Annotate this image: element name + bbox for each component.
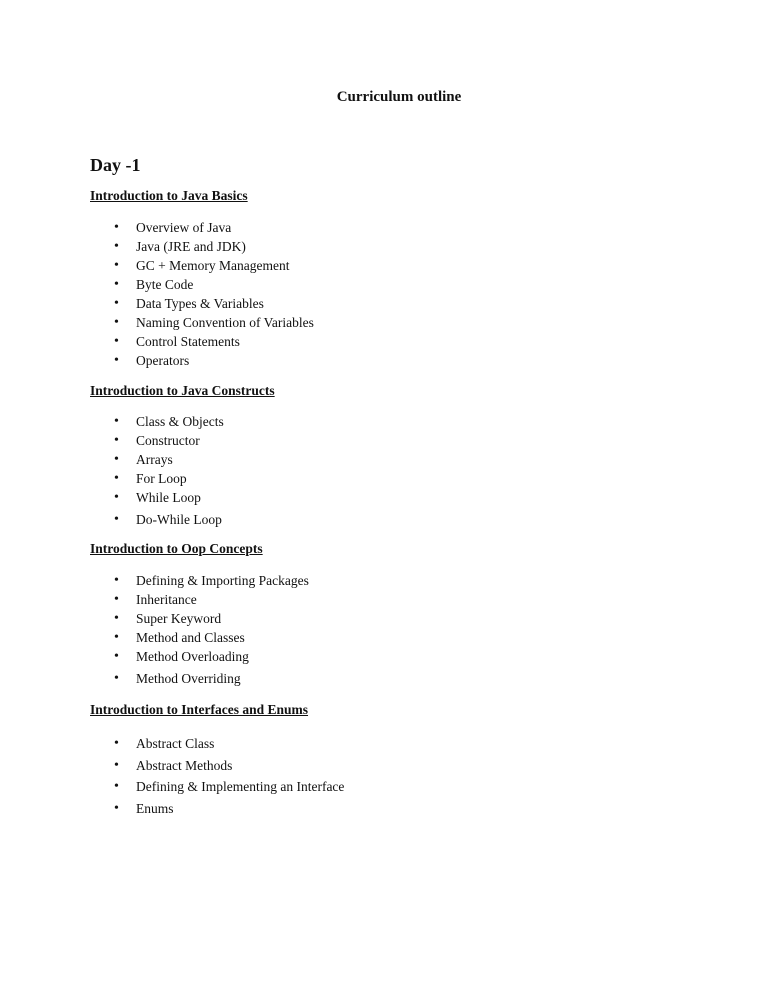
list-item-text: Method and Classes <box>136 630 245 645</box>
bullet-icon: • <box>114 296 119 311</box>
list-item-text: Naming Convention of Variables <box>136 315 314 330</box>
list-item <box>90 412 275 431</box>
list-item <box>90 669 309 688</box>
bullet-icon: • <box>114 433 119 448</box>
section-heading: Introduction to Java Constructs <box>90 383 275 398</box>
list-item <box>90 431 275 450</box>
bullet-icon: • <box>114 490 119 505</box>
list-item-text: For Loop <box>136 471 187 486</box>
list-item-text: Class & Objects <box>136 414 224 429</box>
bullet-icon: • <box>114 220 119 235</box>
list-item-text: Java (JRE and JDK) <box>136 239 246 254</box>
list-item <box>90 256 314 275</box>
bullet-icon: • <box>114 353 119 368</box>
bullet-list <box>90 733 344 820</box>
bullet-icon: • <box>114 630 119 645</box>
bullet-list <box>90 412 275 529</box>
list-item <box>90 450 275 469</box>
section-heading: Introduction to Java Basics <box>90 188 248 203</box>
bullet-list <box>90 218 314 370</box>
bullet-icon: • <box>114 512 119 527</box>
list-item-text: GC + Memory Management <box>136 258 290 273</box>
list-item <box>90 488 275 507</box>
bullet-icon: • <box>114 573 119 588</box>
bullet-icon: • <box>114 334 119 349</box>
section-interfaces-enums <box>90 702 345 820</box>
list-item <box>90 469 275 488</box>
section-java-basics <box>90 188 314 370</box>
list-item-text: Do-While Loop <box>136 512 222 527</box>
bullet-icon: • <box>114 592 119 607</box>
list-item <box>90 755 344 777</box>
list-item-text: Overview of Java <box>136 220 232 235</box>
list-item <box>90 628 309 647</box>
list-item-text: Byte Code <box>136 277 194 292</box>
bullet-icon: • <box>114 452 119 467</box>
list-item <box>90 351 314 370</box>
list-item <box>90 590 309 609</box>
list-item-text: Abstract Methods <box>136 757 233 773</box>
list-item-text: While Loop <box>136 490 201 505</box>
section-java-constructs <box>90 383 275 529</box>
list-item <box>90 237 314 256</box>
bullet-icon: • <box>114 671 119 686</box>
list-item <box>90 733 344 755</box>
list-item-text: Abstract Class <box>136 736 215 751</box>
list-item <box>90 571 309 590</box>
list-item-text: Inheritance <box>136 592 197 607</box>
list-item-text: Defining & Importing Packages <box>136 573 309 588</box>
list-item <box>90 510 275 529</box>
bullet-icon: • <box>114 258 119 273</box>
bullet-icon: • <box>114 757 119 773</box>
list-item-text: Arrays <box>136 452 173 467</box>
list-item <box>90 294 314 313</box>
section-heading: Introduction to Interfaces and Enums <box>90 702 309 717</box>
list-item-text: Control Statements <box>136 334 240 349</box>
bullet-icon: • <box>114 414 119 429</box>
list-item <box>90 275 314 294</box>
list-item <box>90 776 344 798</box>
list-item-text: Operators <box>136 353 190 368</box>
list-item <box>90 609 309 628</box>
list-item-text: Method Overloading <box>136 649 249 664</box>
list-item <box>90 798 344 820</box>
list-item-text: Method Overriding <box>136 671 241 686</box>
bullet-icon: • <box>114 315 119 330</box>
list-item-text: Super Keyword <box>136 611 222 626</box>
section-oop-concepts <box>90 541 309 688</box>
list-item-text: Constructor <box>136 433 200 448</box>
bullet-icon: • <box>114 277 119 292</box>
section-heading: Introduction to Oop Concepts <box>90 541 263 556</box>
bullet-icon: • <box>114 801 119 817</box>
list-item-text: Data Types & Variables <box>136 296 264 311</box>
bullet-icon: • <box>114 736 119 751</box>
list-item <box>90 313 314 332</box>
list-item-text: Defining & Implementing an Interface <box>136 779 345 795</box>
bullet-icon: • <box>114 239 119 254</box>
list-item <box>90 332 314 351</box>
list-item <box>90 218 314 237</box>
list-item <box>90 647 309 666</box>
day-heading: Day -1 <box>90 155 141 175</box>
bullet-list <box>90 571 309 688</box>
list-item-text: Enums <box>136 801 174 817</box>
bullet-icon: • <box>114 779 119 795</box>
bullet-icon: • <box>114 611 119 626</box>
document-title: Curriculum outline <box>336 89 462 105</box>
bullet-icon: • <box>114 471 119 486</box>
bullet-icon: • <box>114 649 119 664</box>
